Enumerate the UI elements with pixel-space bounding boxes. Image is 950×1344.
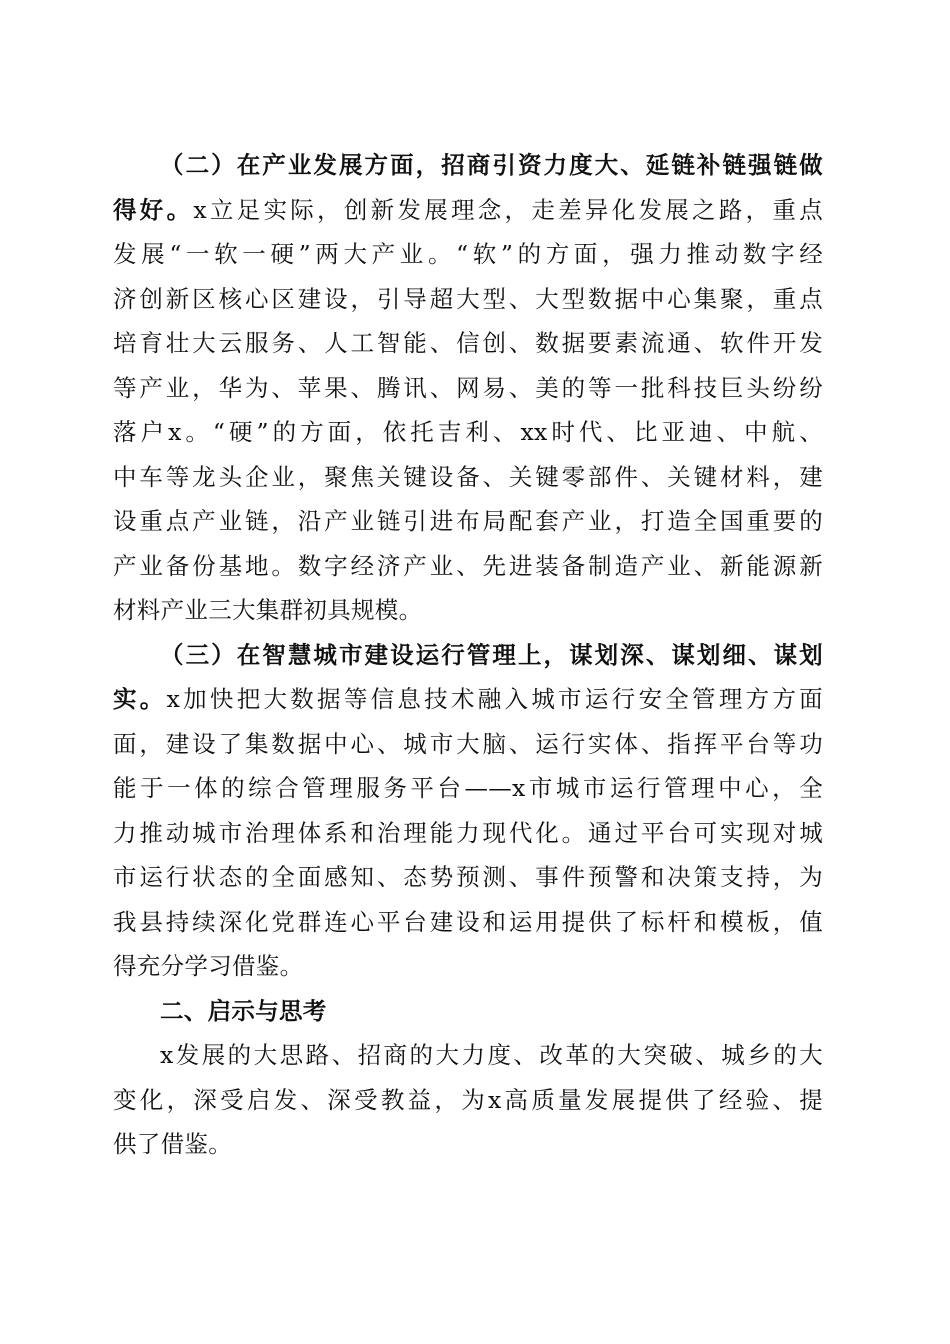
section-three-heading: （三）在智慧城市建设运行管理上，谋划深、谋划细、谋划	[160, 640, 823, 669]
section-three-line-4: 力推动城市治理体系和治理能力现代化。通过平台可实现对城	[113, 818, 823, 847]
section-two-line-6: 落户x。“硬”的方面，依托吉利、xx时代、比亚迪、中航、	[113, 418, 823, 446]
section-two-line-4: 培育壮大云服务、人工智能、信创、数据要素流通、软件开发	[113, 329, 823, 357]
section-three-line-3: 能于一体的综合管理服务平台——x市城市运行管理中心，全	[113, 774, 823, 802]
section-heading-two: 二、启示与思考	[160, 996, 327, 1025]
section-two-line-1	[113, 188, 823, 233]
section-two-line-10: 材料产业三大集群初具规模。	[113, 596, 423, 624]
section-three-line-5: 市运行状态的全面感知、态势预测、事件预警和决策支持，为	[113, 863, 823, 891]
section-two-heading: （二）在产业发展方面，招商引资力度大、延链补链强链做	[160, 151, 823, 179]
section-two-line-9: 产业备份基地。数字经济产业、先进装备制造产业、新能源新	[113, 551, 823, 580]
section-two-line-8: 设重点产业链，沿产业链引进布局配套产业，打造全国重要的	[113, 507, 823, 535]
section-two-line-7: 中车等龙头企业，聚焦关键设备、关键零部件、关键材料，建	[113, 462, 823, 491]
section-three-line-6: 我县持续深化党群连心平台建设和运用提供了标杆和模板，值	[113, 907, 823, 936]
section-two-line-5: 等产业，华为、苹果、腾讯、网易、美的等一批科技巨头纷纷	[113, 373, 823, 402]
section-three-text: x加快把大数据等信息技术融入城市运行安全管理方方面	[166, 685, 823, 713]
closing-line-3: 供了借鉴。	[113, 1130, 232, 1158]
closing-line-1: x发展的大思路、招商的大力度、改革的大突破、城乡的大	[160, 1041, 823, 1069]
section-three-line-7: 得充分学习借鉴。	[113, 952, 304, 980]
section-two-heading-cont: 得好。	[113, 195, 194, 224]
section-two-text: x立足实际，创新发展理念，走差异化发展之路，重点	[193, 195, 823, 224]
closing-line-2: 变化，深受启发、深受教益，为x高质量发展提供了经验、提	[113, 1085, 823, 1114]
section-three-line-1	[113, 677, 823, 722]
section-three-heading-cont: 实。	[113, 685, 167, 713]
document-page	[113, 143, 823, 1167]
section-two-line-3: 济创新区核心区建设，引导超大型、大型数据中心集聚，重点	[113, 284, 823, 313]
section-two-line-2: 发展“一软一硬”两大产业。“软”的方面，强力推动数字经	[113, 240, 823, 268]
section-three-line-2: 面，建设了集数据中心、城市大脑、运行实体、指挥平台等功	[113, 729, 823, 758]
